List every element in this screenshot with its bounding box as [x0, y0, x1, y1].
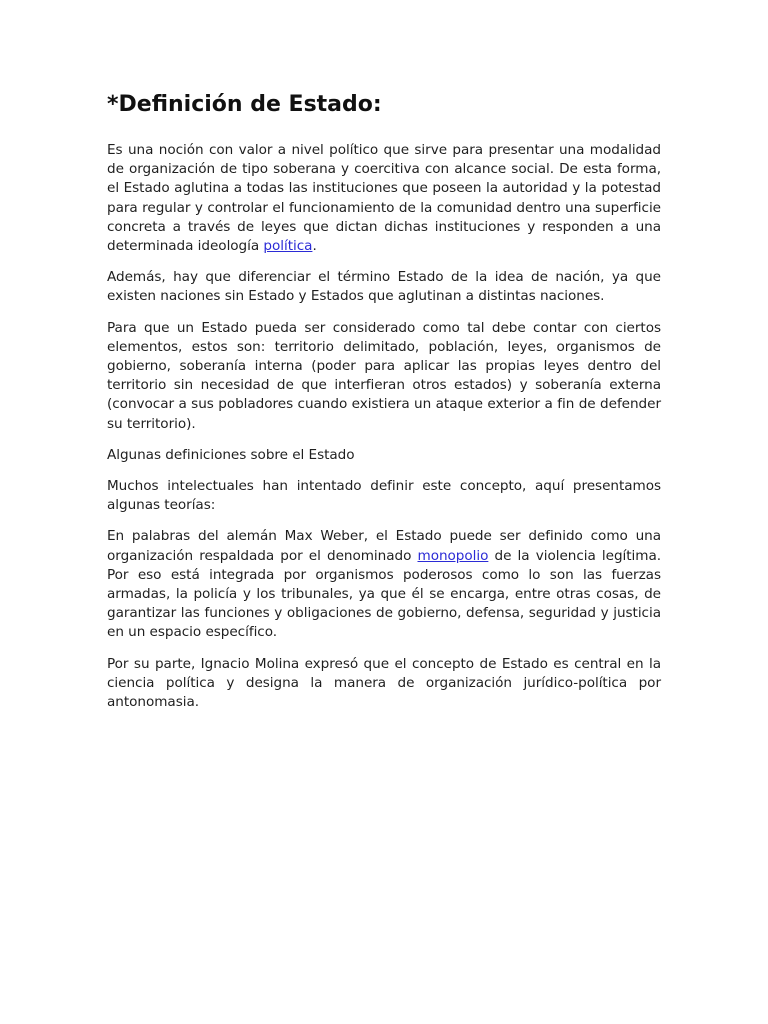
paragraph-text: de la violencia legítima. Por eso está integrada por organismos poderosos como lo son las fuerzas armadas, la policía y los tribunales, ya que él se encarga, entre otras cosas, de garantizar las funciones y obligaciones de gobierno, defensa, seguridad y justicia en un espacio específico.	[107, 547, 661, 641]
paragraph-definition	[107, 141, 661, 256]
paragraph-nation: Además, hay que diferenciar el término Estado de la idea de nación, ya que existen naciones sin Estado y Estados que aglutinan a distintas naciones.	[107, 269, 661, 305]
paragraph-subheading: Algunas definiciones sobre el Estado	[107, 446, 355, 463]
paragraph-intellectuals: Muchos intelectuales han intentado definir este concepto, aquí presentamos algunas teorías:	[107, 478, 661, 514]
document-title: *Definición de Estado:	[107, 92, 382, 117]
link-politica[interactable]: política	[263, 238, 313, 255]
link-monopolio[interactable]: monopolio	[417, 547, 489, 564]
paragraph-weber	[107, 527, 661, 642]
paragraph-text: En palabras del alemán Max Weber, el Estado puede ser definido como una organización respaldada por el denominado	[107, 528, 661, 564]
paragraph-text: .	[312, 238, 317, 255]
paragraph-elements: Para que un Estado pueda ser considerado como tal debe contar con ciertos elementos, estos son: territorio delimitado, población, leyes, organismos de gobierno, soberanía interna (poder para aplicar las propias leyes dentro del territorio sin necesidad de que interfieran otros estados) y soberanía externa (convocar a sus pobladores cuando existiera un ataque exterior a fin de defender su territorio).	[107, 319, 661, 432]
document-page	[107, 88, 661, 724]
paragraph-molina: Por su parte, Ignacio Molina expresó que el concepto de Estado es central en la ciencia política y designa la manera de organización jurídico-política por antonomasia.	[107, 655, 661, 711]
paragraph-text: Es una noción con valor a nivel político que sirve para presentar una modalidad de organización de tipo soberana y coercitiva con alcance social. De esta forma, el Estado aglutina a todas las instituciones que poseen la autoridad y la potestad para regular y controlar el funcionamiento de la comunidad dentro una superficie concreta a través de leyes que dictan dichas instituciones y responden a una determinada ideología	[107, 142, 661, 255]
